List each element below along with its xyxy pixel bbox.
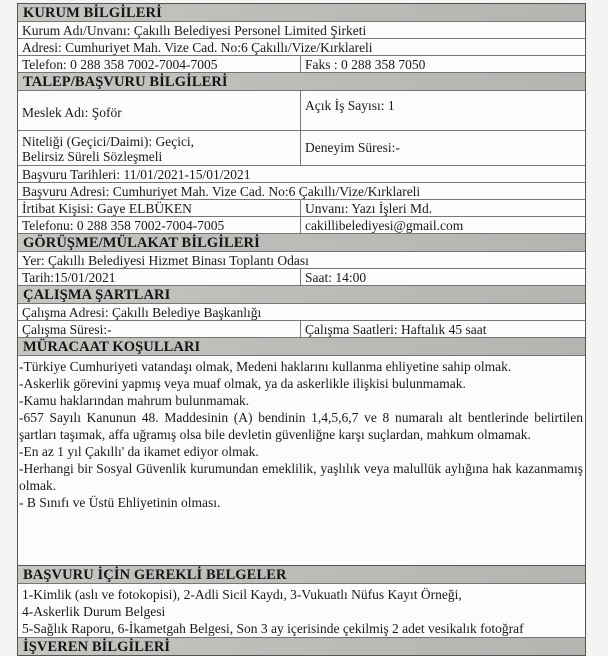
- kurum-name: Kurum Adı/Unvanı: Çakıllı Belediyesi Personel Limited Şirketi: [22, 23, 367, 38]
- condition-item: -Herhangi bir Sosyal Güvenlik kurumundan emeklilik, yaşlılık veya malullük aylığına hak kazanmamış olmak.: [19, 461, 583, 493]
- gorusme-section-header: [18, 233, 585, 251]
- gorusme-date: Tarih:15/01/2021: [18, 269, 301, 285]
- talep-dates-row: [18, 165, 585, 182]
- isveren-header: İŞVEREN BİLGİLERİ: [18, 638, 585, 655]
- kurum-fax: Faks : 0 288 358 7050: [305, 57, 426, 72]
- condition-item: -En az 1 yıl Çakıllı' da ikamet ediyor olmak.: [19, 444, 259, 459]
- empty-space: [19, 511, 583, 571]
- gorusme-datetime-row: [18, 268, 585, 285]
- muracaat-body-row: [18, 355, 585, 571]
- talep-contact: İrtibat Kişisi: Gaye ELBÜKEN: [18, 200, 301, 216]
- kurum-section-header: [18, 4, 585, 21]
- calisma-duration: Çalışma Süresi:-: [18, 321, 301, 337]
- talep-experience: Deneyim Süresi:-: [305, 140, 400, 155]
- talep-profession: Meslek Adı: Şoför: [18, 91, 301, 130]
- condition-item: -Askerlik görevini yapmış veya muaf olmak, ya da askerlikle ilişkisi bulunmamak.: [19, 376, 466, 391]
- calisma-section-header: [18, 285, 585, 303]
- condition-item: -Türkiye Cumhuriyeti vatandaşı olmak, Medeni haklarını kullanma ehliyetine sahip olmak.: [19, 359, 512, 374]
- calisma-hours: Çalışma Saatleri: Haftalık 45 saat: [305, 322, 487, 337]
- condition-item: - B Sınıfı ve Üstü Ehliyetinin olması.: [19, 495, 221, 510]
- muracaat-header: MÜRACAAT KOŞULLARI: [18, 338, 585, 355]
- talep-contact-row: [18, 199, 585, 216]
- talep-phone-row: [18, 216, 585, 233]
- talep-header: TALEP/BAŞVURU BİLGİLERİ: [18, 73, 585, 90]
- talep-contact-title: Unvanı: Yazı İşleri Md.: [305, 201, 433, 216]
- condition-item: -Kamu haklarından mahrum bulunmamak.: [19, 393, 250, 408]
- talep-address-row: [18, 182, 585, 199]
- gorusme-place: Yer: Çakıllı Belediyesi Hizmet Binası Toplantı Odası: [22, 253, 309, 268]
- documents-table: [17, 565, 586, 656]
- talep-nature-row: [18, 130, 585, 165]
- gorusme-header: GÖRÜŞME/MÜLAKAT BİLGİLERİ: [18, 234, 585, 251]
- belgeler-body-row: [18, 583, 585, 637]
- condition-item: -657 Sayılı Kanunun 48. Maddesinin (A) bendinin 1,4,5,6,7 ve 8 numaralı alt bentlerinde belirtilen şartları taşımak, affa uğramış olsa bile devletin güvenliğne karşı suçlardan, mahkum olmamak.: [19, 410, 583, 442]
- calisma-duration-row: [18, 320, 585, 337]
- talep-phone: Telefonu: 0 288 358 7002-7004-7005: [18, 217, 301, 233]
- calisma-address-row: [18, 303, 585, 320]
- calisma-address: Çalışma Adresi: Çakıllı Belediye Başkanlığı: [22, 305, 262, 320]
- kurum-contact-row: [18, 55, 585, 72]
- document-line: 1-Kimlik (aslı ve fotokopisi), 2-Adli Sicil Kaydı, 3-Vukuatlı Nüfus Kayıt Örneği,: [22, 587, 462, 602]
- isveren-section-header: [18, 637, 585, 655]
- muracaat-conditions-list: [18, 356, 585, 571]
- talep-nature-line1: Niteliği (Geçici/Daimi): Geçici,: [22, 134, 195, 149]
- talep-nature: [18, 131, 301, 165]
- talep-section-header: [18, 72, 585, 90]
- calisma-header: ÇALIŞMA ŞARTLARI: [18, 286, 585, 303]
- kurum-header: KURUM BİLGİLERİ: [18, 4, 585, 21]
- kurum-address-row: [18, 38, 585, 55]
- kurum-address: Adresi: Cumhuriyet Mah. Vize Cad. No:6 Çakıllı/Vize/Kırklareli: [22, 40, 373, 55]
- muracaat-section-header: [18, 337, 585, 355]
- talep-dates: Başvuru Tarihleri: 11/01/2021-15/01/2021: [22, 167, 251, 182]
- belgeler-header: BAŞVURU İÇİN GEREKLİ BELGELER: [18, 566, 585, 583]
- gorusme-place-row: [18, 251, 585, 268]
- document-line: 5-Sağlık Raporu, 6-İkametgah Belgesi, Son 3 ay içerisinde çekilmiş 2 adet vesikalık fotoğraf: [22, 621, 524, 636]
- gorusme-time: Saat: 14:00: [305, 270, 367, 285]
- talep-open-jobs: Açık İş Sayısı: 1: [305, 98, 395, 113]
- document-line: 4-Askerlik Durum Belgesi: [22, 604, 166, 619]
- belgeler-section-header: [18, 566, 585, 583]
- belgeler-list: [18, 584, 585, 637]
- application-form-table: [17, 3, 586, 572]
- talep-address: Başvuru Adresi: Cumhuriyet Mah. Vize Cad. No:6 Çakıllı/Vize/Kırklareli: [22, 184, 421, 199]
- kurum-name-row: [18, 21, 585, 38]
- talep-email: cakillibelediyesi@gmail.com: [305, 218, 464, 233]
- talep-nature-line2: Belirsiz Süreli Sözleşmeli: [22, 149, 163, 164]
- talep-profession-row: [18, 90, 585, 130]
- kurum-phone: Telefon: 0 288 358 7002-7004-7005: [18, 56, 301, 72]
